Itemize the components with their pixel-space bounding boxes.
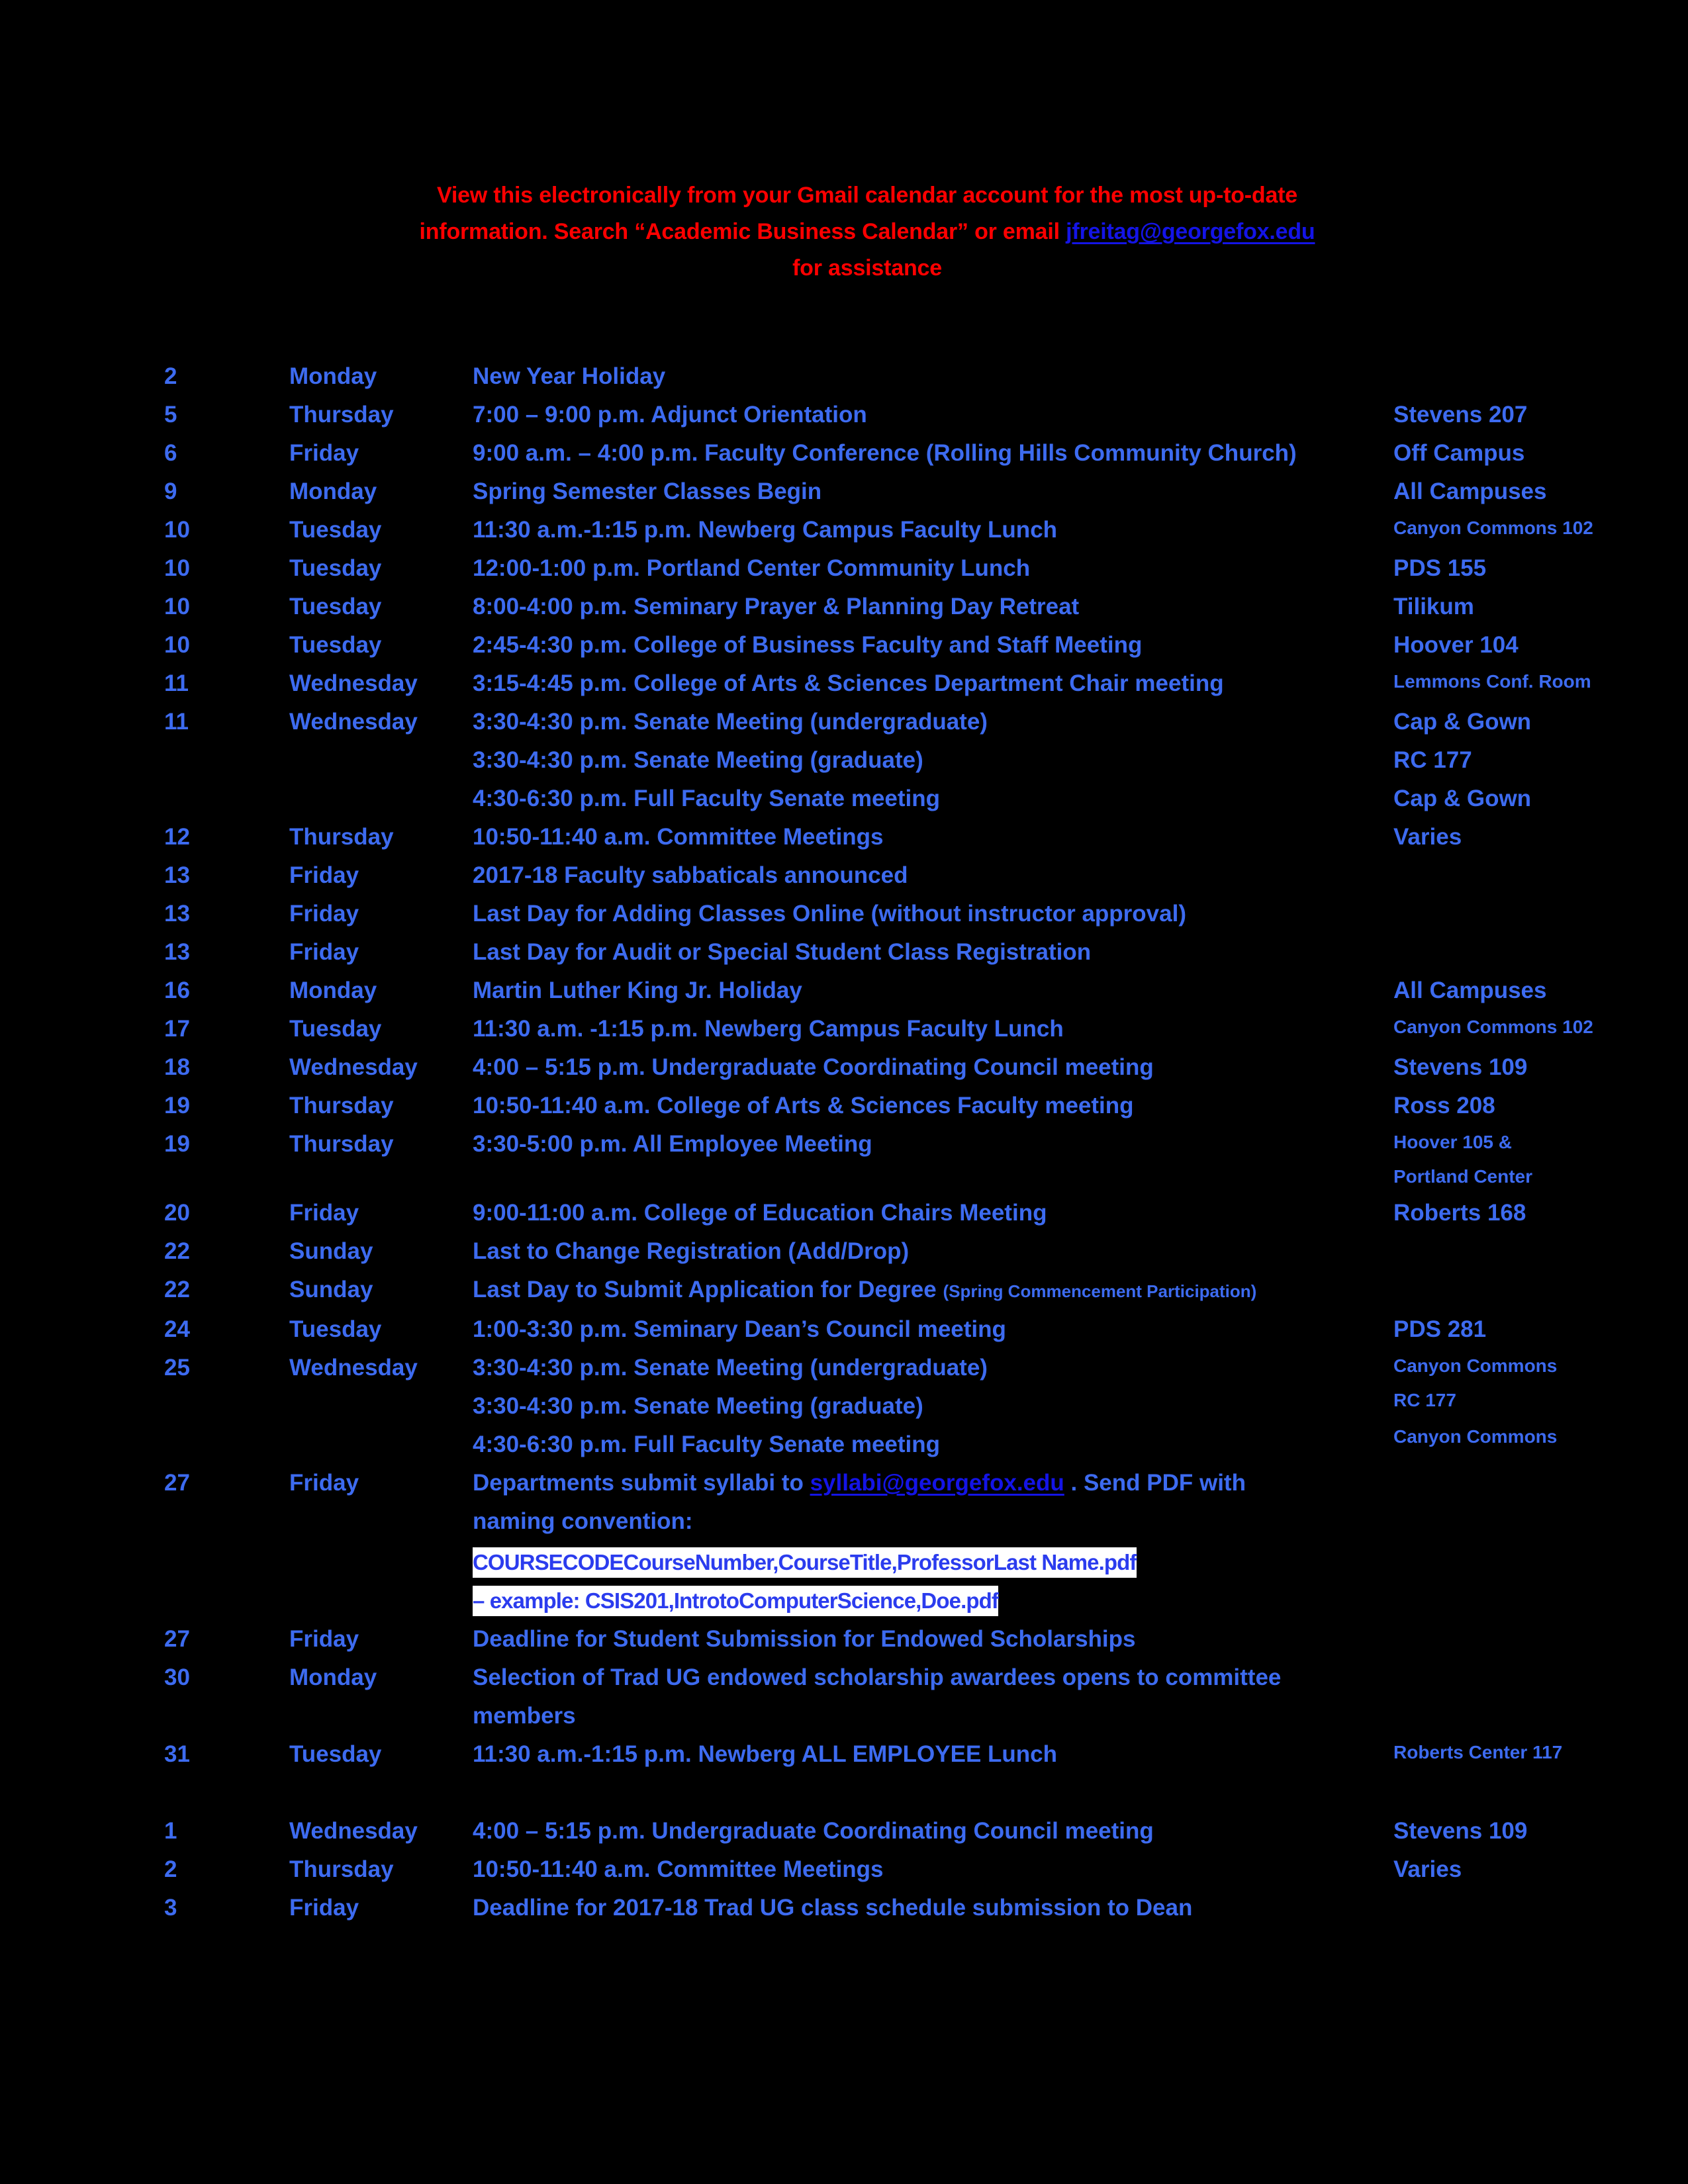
event-text: 4:00 – 5:15 p.m. Undergraduate Coordinating Council meeting — [473, 1818, 1154, 1844]
calendar-row — [0, 1774, 1688, 1812]
row-day: 22 — [164, 1238, 190, 1264]
location-line: PDS 155 — [1393, 555, 1487, 581]
row-day: 13 — [164, 939, 190, 965]
location-line: Stevens 207 — [1393, 402, 1528, 428]
calendar-row — [0, 473, 1688, 511]
row-weekday: Monday — [289, 1664, 377, 1690]
row-weekday: Thursday — [289, 1856, 394, 1882]
location-line: Varies — [1393, 824, 1462, 850]
event-text: 10:50-11:40 a.m. Committee Meetings — [473, 1856, 884, 1882]
location-line: All Campuses — [1393, 478, 1547, 504]
calendar-row — [0, 511, 1688, 549]
event-text: Deadline for 2017-18 Trad UG class schedule submission to Dean — [473, 1895, 1193, 1921]
row-day: 24 — [164, 1316, 190, 1342]
calendar-row — [0, 1010, 1688, 1048]
event-text: 3:15-4:45 p.m. College of Arts & Sciences Department Chair meeting — [473, 670, 1224, 696]
row-day: 1 — [164, 1818, 177, 1844]
row-weekday: Tuesday — [289, 1741, 382, 1767]
row-day: 12 — [164, 824, 190, 850]
location-line: Stevens 109 — [1393, 1818, 1528, 1844]
row-day: 13 — [164, 901, 190, 927]
row-weekday: Thursday — [289, 824, 394, 850]
jfreitag-email-link[interactable]: jfreitag@georgefox.edu — [1066, 219, 1315, 244]
row-weekday: Wednesday — [289, 709, 418, 735]
event-text: Selection of Trad UG endowed scholarship awardees opens to committee members — [473, 1664, 1282, 1729]
row-location — [1393, 703, 1671, 818]
row-day: 2 — [164, 363, 177, 389]
row-day: 17 — [164, 1016, 190, 1042]
row-weekday: Tuesday — [289, 555, 382, 581]
event-text: 3:30-4:30 p.m. Senate Meeting (undergraduate) — [473, 1355, 988, 1381]
event-text: Deadline for Student Submission for Endowed Scholarships — [473, 1626, 1136, 1652]
row-weekday: Sunday — [289, 1238, 373, 1264]
row-weekday: Monday — [289, 478, 377, 504]
row-day: 9 — [164, 478, 177, 504]
row-day: 16 — [164, 978, 190, 1003]
row-weekday: Friday — [289, 1626, 359, 1652]
event-text: 11:30 a.m. -1:15 p.m. Newberg Campus Faculty Lunch — [473, 1016, 1064, 1042]
row-event — [473, 703, 1327, 818]
row-location — [1393, 626, 1671, 664]
calendar-row — [0, 1889, 1688, 1927]
row-event — [473, 396, 1327, 434]
row-event — [473, 511, 1327, 549]
event-text: 2017-18 Faculty sabbaticals announced — [473, 862, 908, 888]
notice-line-1: View this electronically from your Gmail calendar account for the most up-to- — [436, 183, 1252, 208]
location-line: Varies — [1393, 1856, 1462, 1882]
row-day: 27 — [164, 1470, 190, 1496]
event-text: 11:30 a.m.-1:15 p.m. Newberg ALL EMPLOYEE Lunch — [473, 1741, 1057, 1767]
row-event — [473, 933, 1327, 972]
event-text: 9:00 a.m. – 4:00 p.m. Faculty Conference (Rolling Hills Community Church) — [473, 440, 1297, 466]
row-event — [473, 664, 1327, 703]
row-event — [473, 1271, 1327, 1310]
calendar-row — [0, 1271, 1688, 1310]
event-text: New Year Holiday — [473, 363, 666, 389]
row-event — [473, 1349, 1327, 1464]
row-weekday: Friday — [289, 1470, 359, 1496]
row-day: 18 — [164, 1054, 190, 1080]
calendar-row — [0, 972, 1688, 1010]
row-day: 19 — [164, 1093, 190, 1118]
location-line: Hoover 105 & — [1393, 1132, 1512, 1152]
event-text: 10:50-11:40 a.m. Committee Meetings — [473, 824, 884, 850]
calendar-row — [0, 1125, 1688, 1194]
calendar-row — [0, 933, 1688, 972]
row-event — [473, 895, 1327, 933]
row-event — [473, 1464, 1327, 1620]
event-note: (Spring Commencement Participation) — [943, 1281, 1257, 1301]
event-text: Martin Luther King Jr. Holiday — [473, 978, 802, 1003]
notice-line-3: for assistance — [792, 255, 942, 281]
row-day: 25 — [164, 1355, 190, 1381]
row-day: 10 — [164, 594, 190, 619]
location-line: Canyon Commons — [1393, 1355, 1558, 1376]
calendar-row — [0, 1232, 1688, 1271]
location-line: Lemmons Conf. Room — [1393, 671, 1591, 692]
row-location — [1393, 1349, 1671, 1456]
row-day: 30 — [164, 1664, 190, 1690]
event-text: Last Day for Adding Classes Online (without instructor approval) — [473, 901, 1186, 927]
row-event — [473, 357, 1327, 396]
row-location — [1393, 1812, 1671, 1850]
row-event — [473, 1232, 1327, 1271]
row-event — [473, 1310, 1327, 1349]
syllabi-instruction — [473, 1464, 1327, 1541]
row-day: 6 — [164, 440, 177, 466]
event-sub-line: 4:30-6:30 p.m. Full Faculty Senate meeting — [473, 786, 941, 811]
row-day: 19 — [164, 1131, 190, 1157]
event-sub-line: 4:30-6:30 p.m. Full Faculty Senate meeting — [473, 1432, 941, 1457]
event-text: Last Day for Audit or Special Student Class Registration — [473, 939, 1092, 965]
row-weekday: Tuesday — [289, 517, 382, 543]
row-event — [473, 1125, 1327, 1163]
row-event — [473, 549, 1327, 588]
location-line: Roberts 168 — [1393, 1200, 1526, 1226]
syllabi-email-link[interactable]: syllabi@georgefox.edu — [810, 1470, 1064, 1496]
row-location — [1393, 664, 1671, 699]
location-line: Canyon Commons 102 — [1393, 1017, 1593, 1037]
row-weekday: Tuesday — [289, 632, 382, 658]
row-location — [1393, 588, 1671, 626]
row-event — [473, 1812, 1327, 1850]
syllabi-post-text: . Send PDF with naming convention: — [473, 1470, 1246, 1534]
row-event — [473, 856, 1327, 895]
header-notice — [410, 177, 1324, 287]
calendar-row — [0, 1464, 1688, 1620]
row-day: 27 — [164, 1626, 190, 1652]
calendar-row — [0, 396, 1688, 434]
syllabi-pre-text: Departments submit syllabi to — [473, 1470, 810, 1496]
row-event — [473, 1735, 1327, 1774]
location-line: Portland Center — [1393, 1166, 1533, 1187]
location-line: Canyon Commons 102 — [1393, 518, 1593, 538]
calendar-row — [0, 434, 1688, 473]
row-day: 22 — [164, 1277, 190, 1302]
location-line: All Campuses — [1393, 978, 1547, 1003]
row-event — [473, 473, 1327, 511]
event-text: 9:00-11:00 a.m. College of Education Chairs Meeting — [473, 1200, 1047, 1226]
location-sub-line: Canyon Commons — [1393, 1426, 1558, 1447]
calendar-table — [0, 357, 1688, 1927]
calendar-row — [0, 357, 1688, 396]
row-event — [473, 1087, 1327, 1125]
calendar-row — [0, 549, 1688, 588]
row-location — [1393, 434, 1671, 473]
row-day: 2 — [164, 1856, 177, 1882]
row-event — [473, 1010, 1327, 1048]
row-weekday: Tuesday — [289, 594, 382, 619]
row-location — [1393, 1125, 1671, 1194]
row-event — [473, 1659, 1327, 1735]
row-day: 3 — [164, 1895, 177, 1921]
row-day: 20 — [164, 1200, 190, 1226]
row-weekday: Thursday — [289, 1131, 394, 1157]
row-location — [1393, 1194, 1671, 1232]
row-location — [1393, 549, 1671, 588]
event-text: 11:30 a.m.-1:15 p.m. Newberg Campus Faculty Lunch — [473, 517, 1058, 543]
location-line: PDS 281 — [1393, 1316, 1487, 1342]
row-weekday: Friday — [289, 862, 359, 888]
event-text: 8:00-4:00 p.m. Seminary Prayer & Planning Day Retreat — [473, 594, 1080, 619]
location-line: Off Campus — [1393, 440, 1525, 466]
row-weekday: Wednesday — [289, 1818, 418, 1844]
row-event — [473, 626, 1327, 664]
calendar-row — [0, 1349, 1688, 1464]
row-event — [473, 1620, 1327, 1659]
row-location — [1393, 972, 1671, 1010]
calendar-row — [0, 703, 1688, 818]
calendar-row — [0, 1087, 1688, 1125]
row-event — [473, 1048, 1327, 1087]
row-location — [1393, 1087, 1671, 1125]
row-event — [473, 972, 1327, 1010]
row-day: 5 — [164, 402, 177, 428]
calendar-row — [0, 626, 1688, 664]
notice-line-2: date information. Search “Academic Business Calendar” or email — [419, 183, 1297, 244]
calendar-row — [0, 1659, 1688, 1735]
row-day: 10 — [164, 632, 190, 658]
row-location — [1393, 1735, 1671, 1770]
row-day: 11 — [164, 709, 189, 735]
row-weekday: Sunday — [289, 1277, 373, 1302]
event-text: 3:30-4:30 p.m. Senate Meeting (undergraduate) — [473, 709, 988, 735]
calendar-row — [0, 1048, 1688, 1087]
location-sub-line: RC 177 — [1393, 1390, 1456, 1410]
row-event — [473, 1194, 1327, 1232]
location-line: Tilikum — [1393, 594, 1474, 619]
row-weekday: Friday — [289, 901, 359, 927]
event-text: 7:00 – 9:00 p.m. Adjunct Orientation — [473, 402, 867, 428]
calendar-row — [0, 1735, 1688, 1774]
row-day: 31 — [164, 1741, 190, 1767]
location-line: Ross 208 — [1393, 1093, 1495, 1118]
row-weekday: Friday — [289, 440, 359, 466]
calendar-row — [0, 588, 1688, 626]
row-weekday: Friday — [289, 939, 359, 965]
row-weekday: Wednesday — [289, 670, 418, 696]
row-weekday: Wednesday — [289, 1355, 418, 1381]
row-weekday: Friday — [289, 1200, 359, 1226]
row-location — [1393, 1048, 1671, 1087]
row-event — [473, 1889, 1327, 1927]
event-text: 4:00 – 5:15 p.m. Undergraduate Coordinating Council meeting — [473, 1054, 1154, 1080]
event-text: Last to Change Registration (Add/Drop) — [473, 1238, 910, 1264]
location-line: Hoover 104 — [1393, 632, 1519, 658]
row-weekday: Tuesday — [289, 1316, 382, 1342]
row-weekday: Wednesday — [289, 1054, 418, 1080]
row-day: 11 — [164, 670, 189, 696]
row-event — [473, 434, 1327, 473]
event-sub-line: 3:30-4:30 p.m. Senate Meeting (graduate) — [473, 747, 923, 773]
calendar-row — [0, 818, 1688, 856]
row-location — [1393, 473, 1671, 511]
calendar-row — [0, 1194, 1688, 1232]
location-line: Stevens 109 — [1393, 1054, 1528, 1080]
row-location — [1393, 1850, 1671, 1889]
event-text: 3:30-5:00 p.m. All Employee Meeting — [473, 1131, 872, 1157]
row-weekday: Friday — [289, 1895, 359, 1921]
event-sub-line: 3:30-4:30 p.m. Senate Meeting (graduate) — [473, 1393, 923, 1419]
row-event — [473, 818, 1327, 856]
event-text: Spring Semester Classes Begin — [473, 478, 822, 504]
location-sub-line: Cap & Gown — [1393, 786, 1532, 811]
location-sub-line: RC 177 — [1393, 747, 1472, 773]
row-day: 10 — [164, 555, 190, 581]
location-line: Cap & Gown — [1393, 709, 1532, 735]
calendar-row — [0, 1850, 1688, 1889]
syllabi-naming-convention: COURSECODECourseNumber,CourseTitle,ProfessorLast Name.pdf — [473, 1547, 1137, 1578]
row-day: 13 — [164, 862, 190, 888]
calendar-row — [0, 856, 1688, 895]
row-location — [1393, 1310, 1671, 1349]
row-day: 10 — [164, 517, 190, 543]
row-event — [473, 1850, 1327, 1889]
calendar-row — [0, 1812, 1688, 1850]
row-event — [473, 588, 1327, 626]
row-location — [1393, 818, 1671, 856]
row-weekday: Thursday — [289, 402, 394, 428]
calendar-row — [0, 1620, 1688, 1659]
calendar-row — [0, 1310, 1688, 1349]
calendar-row — [0, 895, 1688, 933]
event-text: 2:45-4:30 p.m. College of Business Faculty and Staff Meeting — [473, 632, 1143, 658]
row-location — [1393, 511, 1671, 545]
row-location — [1393, 1010, 1671, 1044]
calendar-row — [0, 664, 1688, 703]
event-text: Last Day to Submit Application for Degree — [473, 1277, 943, 1302]
row-weekday: Monday — [289, 363, 377, 389]
location-line: Roberts Center 117 — [1393, 1742, 1563, 1762]
event-text: 10:50-11:40 a.m. College of Arts & Sciences Faculty meeting — [473, 1093, 1134, 1118]
row-location — [1393, 396, 1671, 434]
event-text: 1:00-3:30 p.m. Seminary Dean’s Council meeting — [473, 1316, 1006, 1342]
row-weekday: Monday — [289, 978, 377, 1003]
syllabi-example: – example: CSIS201,IntrotoComputerScience,Doe.pdf — [473, 1586, 998, 1616]
row-weekday: Thursday — [289, 1093, 394, 1118]
row-weekday: Tuesday — [289, 1016, 382, 1042]
event-text: 12:00-1:00 p.m. Portland Center Community Lunch — [473, 555, 1031, 581]
